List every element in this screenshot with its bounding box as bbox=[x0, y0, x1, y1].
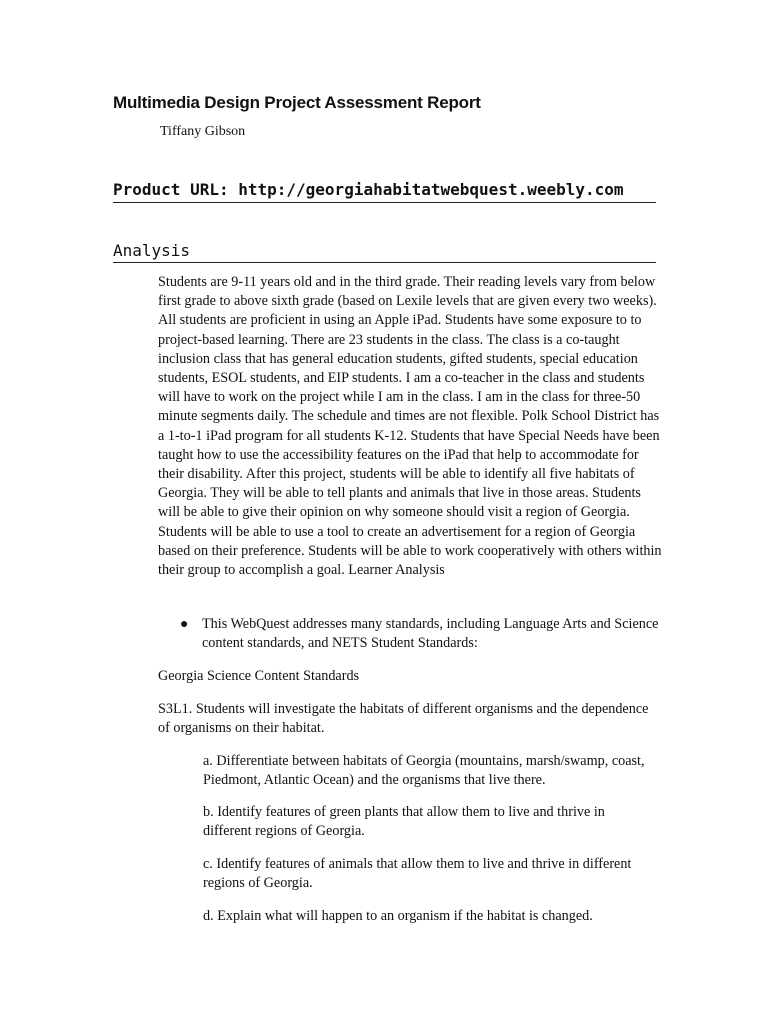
standards-heading: Georgia Science Content Standards bbox=[158, 668, 360, 684]
standard-sub-item-d: d. Explain what will happen to an organism if the habitat is changed. bbox=[203, 908, 593, 924]
product-url-heading: Product URL: http://georgiahabitatwebquest.weebly.com bbox=[113, 180, 656, 203]
analysis-paragraph: Students are 9-11 years old and in the third grade. Their reading levels vary from below first grade to above sixth grade (based on Lexile levels that are given every two weeks). All students are proficient in using an Apple iPad. Students have some exposure to to project-based learning. There are 23 students in the class. The class is a co-taught inclusion class that has general education students, gifted students, special education students, ESOL students, and EIP students. I am a co-teacher in the class and students will have to work on the project while I am in the class. I am in the class for three-50 minute segments daily. The schedule and times are not flexible. Polk School District has a 1-to-1 iPad program for all students K-12. Students that have Special Needs have been taught how to use the accessibility features on the iPad that help to accommodate for their disability. After this project, students will be able to identify all five habitats of Georgia. They will be able to tell plants and animals that live in those areas. Students will be able to give their opinion on why someone should visit a region of Georgia. Students will be able to use a tool to create an advertisement for a region of Georgia based on their preference. Students will be able to work cooperatively with others within their group to accomplish a goal. Learner Analysis bbox=[158, 274, 662, 579]
standard-code-text: S3L1. Students will investigate the habitats of different organisms and the dependence of organisms on their habitat. bbox=[158, 701, 649, 737]
standard-sub-item-c: c. Identify features of animals that allow them to live and thrive in different regions of Georgia. bbox=[203, 856, 632, 892]
document-title: Multimedia Design Project Assessment Report bbox=[113, 93, 481, 112]
analysis-heading: Analysis bbox=[113, 241, 656, 263]
standard-sub-item-a: a. Differentiate between habitats of Georgia (mountains, marsh/swamp, coast, Piedmont, Atlantic Ocean) and the organisms that live there. bbox=[203, 753, 645, 789]
bullet-text: This WebQuest addresses many standards, including Language Arts and Science content standards, and NETS Student Standards: bbox=[202, 616, 659, 652]
author-name: Tiffany Gibson bbox=[160, 124, 246, 139]
standard-sub-item-b: b. Identify features of green plants that allow them to live and thrive in different regions of Georgia. bbox=[203, 804, 605, 840]
bullet-icon: ● bbox=[180, 617, 189, 632]
